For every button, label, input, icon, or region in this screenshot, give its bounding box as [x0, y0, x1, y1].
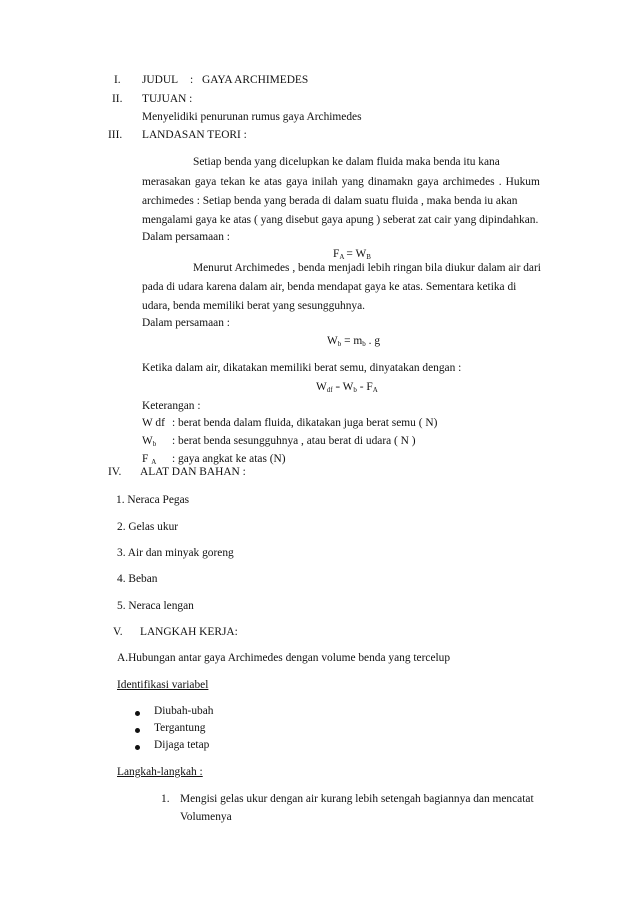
equation-buoyancy: $F_A = W_B$	[333, 248, 371, 261]
material-item-2: 2. Gelas ukur	[117, 521, 179, 533]
material-item-5: 5. Neraca lengan	[117, 600, 194, 612]
theory-p1-line-3: archimedes : Setiap benda yang berada di dalam suatu fluida , maka benda iu akan	[142, 195, 518, 207]
theory-p3: Ketika dalam air, dikatakan memiliki berat semu, dinyatakan dengan :	[142, 362, 462, 374]
theory-dalam-persamaan-1: Dalam persamaan :	[142, 231, 230, 243]
theory-p1-line-4: mengalami gaya ke atas ( yang disebut gaya apung ) seberat zat cair yang dipindahkan.	[142, 214, 539, 226]
section-1-title: JUDUL	[142, 74, 179, 86]
section-2-number: II.	[112, 93, 123, 105]
section-5-number: V.	[113, 626, 123, 638]
theory-p2-line-3: udara, benda memiliki berat yang sesungguhnya.	[142, 300, 366, 312]
variable-item-1: Diubah-ubah	[154, 705, 214, 717]
legend-desc-wdf: : berat benda dalam fluida, dikatakan juga berat semu ( N)	[172, 417, 438, 429]
equation-true-weight: $W_b = m_b$ . g	[327, 335, 381, 348]
bullet-icon	[135, 711, 140, 716]
section-4-title: ALAT DAN BAHAN :	[140, 466, 246, 478]
equation-apparent-weight: $W_{df} = W_b - F_A$	[316, 381, 378, 394]
section-1-separator: :	[190, 74, 194, 86]
section-4-number: IV.	[108, 466, 122, 478]
steps-intro: A.Hubungan antar gaya Archimedes dengan volume benda yang tercelup	[117, 652, 451, 664]
step-1-line-2: Volumenya	[180, 811, 232, 823]
identifikasi-variabel-heading: Identifikasi variabel	[117, 679, 209, 691]
material-item-1: 1. Neraca Pegas	[116, 494, 190, 506]
variable-item-2: Tergantung	[154, 722, 206, 734]
theory-dalam-persamaan-2: Dalam persamaan :	[142, 317, 230, 329]
legend-symbol-wdf: W df	[142, 417, 165, 429]
section-2-title: TUJUAN :	[142, 93, 193, 105]
theory-p2-line-2: pada di udara karena dalam air, benda mendapat gaya ke atas. Sementara ketika di	[142, 281, 517, 293]
section-3-title: LANDASAN TEORI :	[142, 129, 247, 141]
legend-desc-fa: : gaya angkat ke atas (N)	[172, 453, 286, 465]
bullet-icon	[135, 745, 140, 750]
variable-item-3: Dijaga tetap	[154, 739, 210, 751]
step-1-number: 1.	[161, 793, 170, 805]
legend-symbol-wb: $W_b$	[142, 435, 157, 448]
legend-desc-wb: : berat benda sesungguhnya , atau berat di udara ( N )	[172, 435, 416, 447]
material-item-3: 3. Air dan minyak goreng	[117, 547, 234, 559]
section-3-number: III.	[108, 129, 123, 141]
section-1-number: I.	[114, 74, 121, 86]
langkah-langkah-heading: Langkah-langkah :	[117, 766, 203, 778]
section-5-title: LANGKAH KERJA:	[140, 626, 238, 638]
bullet-icon	[135, 728, 140, 733]
section-2-text: Menyelidiki penurunan rumus gaya Archimedes	[142, 111, 362, 123]
legend-symbol-fa: F $_A$	[142, 453, 157, 466]
section-1-value: GAYA ARCHIMEDES	[202, 74, 309, 86]
theory-p1-line-1: Setiap benda yang dicelupkan ke dalam fluida maka benda itu kana	[193, 156, 500, 168]
theory-p2-line-1: Menurut Archimedes , benda menjadi lebih ringan bila diukur dalam air dari	[193, 262, 541, 274]
theory-p1-line-2: merasakan gaya tekan ke atas gaya inilah yang dinamakn gaya archimedes . Hukum	[142, 176, 540, 188]
keterangan-label: Keterangan :	[142, 400, 201, 412]
step-1-line-1: Mengisi gelas ukur dengan air kurang lebih setengah bagiannya dan mencatat	[180, 793, 534, 805]
material-item-4: 4. Beban	[117, 573, 158, 585]
